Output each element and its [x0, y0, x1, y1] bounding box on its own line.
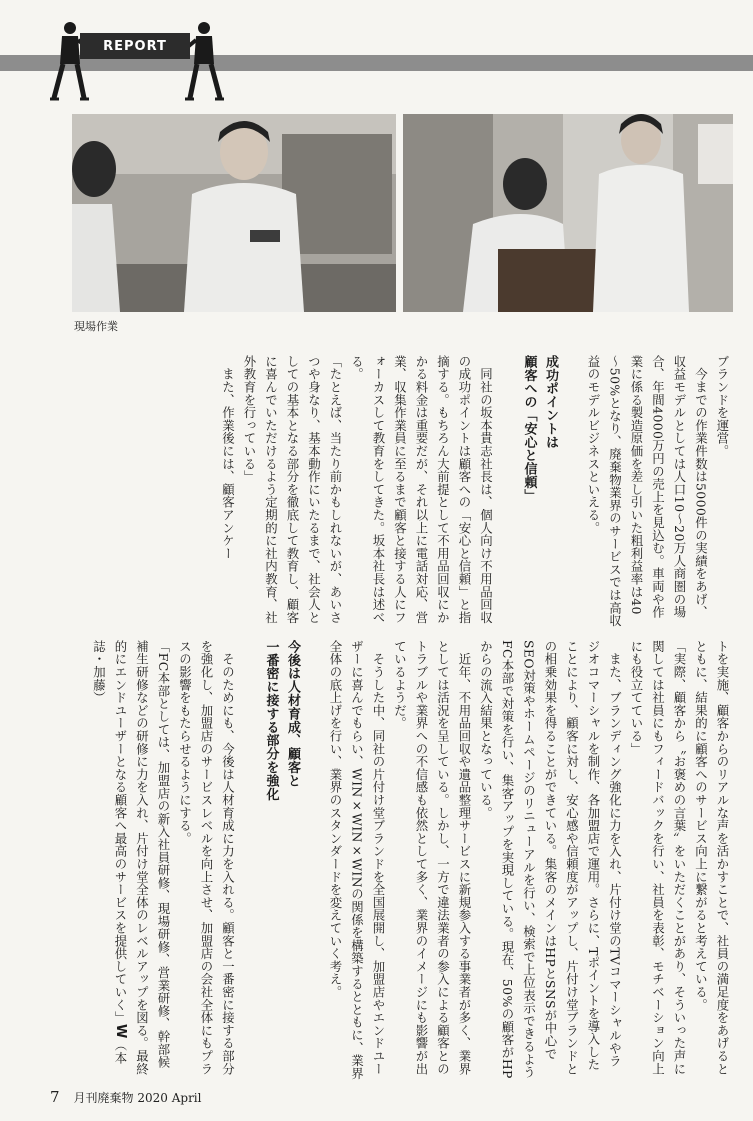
quote: 「実際、顧客から〝お褒めの言葉〟をいただくことがあり、そういった声に関しては社員にもフィードバックを行い、社員を表彰、モチベーション向上にも役立てている」 — [629, 640, 687, 1076]
quote: 「FC本部としては、加盟店の新入社員研修、現場研修、営業研修、幹部候補生研修などの研修に力を入れ、片付け堂全体のレベルアップを図る。最終的にエンドユーザーとなる顧客へ最高のサービスを提供していく」 — [113, 640, 171, 1076]
report-tag: REPORT — [80, 33, 190, 59]
byline: （本誌・加藤） — [91, 640, 128, 1065]
work-photo-left — [72, 114, 396, 312]
work-photo-right — [403, 114, 733, 312]
paragraph: 今までの作業件数は5000件の実績をあげ、収益モデルとしては人口10～20万人商圏の場合、年間4000万円の売上を見込む。車両や作業に係る製造原価を差し引いた粗利益率は40～50%となり、廃棄物業界のサービスでは高収益のモデルビジネスといえる。 — [586, 355, 709, 627]
paragraph: そうした中、同社の片付け堂ブランドを全国展開し、加盟店やエンドユーザーに喜んでもらい、WIN×WIN×WINの関係を構築するとともに、業界全体の底上げを行い、業界のスタンダードを変えていく考え。 — [328, 640, 386, 1080]
paragraph: ブランドを運営。 — [715, 355, 730, 458]
paragraph: また、ブランディング強化に力を入れ、片付け堂のTVコマーシャルやラジオコマーシャルを制作、各加盟店で運用。さらに、Tポイントを導入したことにより、顧客に対し、安心感や信頼度がアップし、片付け堂ブランドとの相乗効果を得ることができている。集客のメインはHPとSNSが中心でSEO対策やホームページのリニューアルを行い、検索で上位表示できるようFC本部で対策を行い、集客アップを実現している。現在、50%の顧客がHPからの流入結果となっている。 — [478, 640, 623, 1079]
paragraph: また、作業後には、顧客アンケー — [220, 355, 236, 560]
quote: 「たとえば、当たり前かもしれないが、あいさつや身なり、基本動作にいたるまで、社会人としての基本となる部分を徹底して教育し、顧客に喜んでいただけるよう定期的に社内教育、社外教育を行っている」 — [242, 355, 343, 624]
section-heading-2a: 今後は人材育成、顧客と — [285, 640, 300, 788]
paragraph: トを実施、顧客からのリアルな声を活かすことで、社員の満足度をあげるとともに、結果的に顧客へのサービス向上に繋がると考えている。 — [693, 640, 730, 1076]
section-heading-1b: 顧客への「安心と信頼」 — [521, 355, 537, 503]
section-heading-2b: 一番密に接する部分を強化 — [263, 640, 279, 801]
photo-caption: 現場作業 — [74, 320, 118, 333]
paragraph: そのためにも、今後は人材育成に力を入れる。顧客と一番密に接する部分を強化し、加盟店のサービスレベルを向上させ、加盟店の会社全体にもプラスの影響をもたらせるようにする。 — [177, 640, 236, 1076]
paragraph: 近年、不用品回収や遺品整理サービスに新規参入する事業者が多く、業界としては活況を呈している。しかし、一方で違法業者の参入による顧客とのトラブルや業界への不信感も依然として多く、業界のイメージにも影響が出ているようだ。 — [392, 640, 472, 1076]
page-number: 7 — [50, 1088, 60, 1106]
article-bottom-tier — [78, 640, 733, 1080]
paragraph: 同社の坂本貴志社長は、個人向け不用品回収の成功ポイントは顧客への「安心と信頼」と指摘する。もちろん大前提として不用品回収にかかる料金は重要だが、それ以上に電話対応、営業、収集作業員に至るまで顧客と接する人にフォーカスして教育をしてきた。坂本社長は述べる。 — [349, 355, 494, 624]
publication-name: 月刊廃棄物 2020 April — [73, 1091, 202, 1105]
folio — [50, 1088, 201, 1106]
section-heading-1a: 成功ポイントは — [543, 355, 558, 449]
magazine-end-mark: W — [113, 1024, 128, 1039]
article-top-tier — [78, 355, 733, 627]
